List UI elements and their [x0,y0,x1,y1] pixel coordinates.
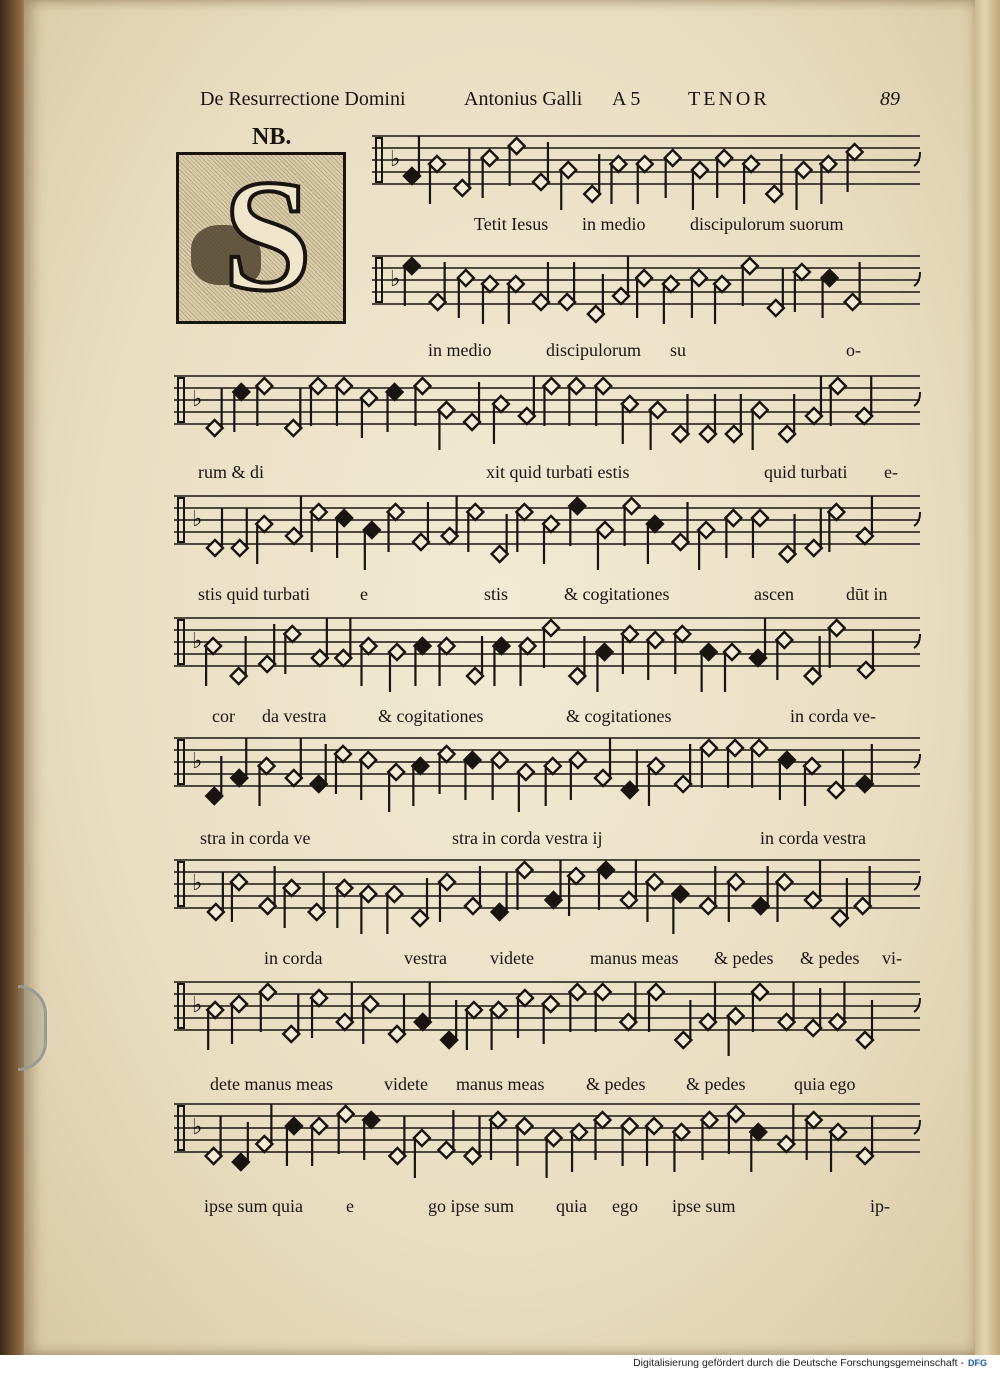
lyric-syllable: & pedes [586,1074,646,1094]
note [439,874,455,922]
note [545,758,561,806]
lyric-syllable: dūt in [846,584,888,604]
note [360,638,376,686]
lyric-syllable: videte [384,1074,428,1094]
note [311,990,327,1038]
note [363,1112,379,1160]
note [414,1130,430,1178]
note [231,636,247,684]
note [750,1124,766,1172]
note [830,1124,846,1172]
note [776,632,792,680]
note [361,390,377,438]
note [543,996,559,1044]
note [543,516,559,564]
note [675,744,691,792]
note [594,1112,610,1160]
lyric-syllable: in corda vestra [760,828,866,848]
note [233,1122,249,1170]
note [857,1000,873,1048]
note [728,1008,744,1056]
lyric-syllable: vestra [404,948,447,968]
lyric-syllable: o- [846,340,861,360]
flat-sign-icon: ♭ [390,147,401,172]
note [650,402,666,450]
note [779,752,795,800]
staff-3 [174,376,920,450]
note [559,262,575,310]
note [260,984,276,1032]
staff-6 [174,738,920,812]
lyric-syllable: ascen [754,584,794,604]
header-composer: Antonius Galli [464,88,583,110]
note [259,624,275,672]
note [692,162,708,210]
note [231,874,247,922]
lyric-syllable: stis [484,584,509,604]
note [830,378,846,426]
lyric-syllable: dete manus meas [210,1074,333,1094]
note [822,270,838,318]
page-number: 89 [880,88,900,110]
lyric-syllable: & pedes [800,948,860,968]
note [205,638,221,686]
lyric-syllable: discipulorum suorum [690,214,844,234]
note [465,866,481,914]
note [806,1112,822,1160]
note [595,378,611,426]
lyric-syllable: in medio [582,214,646,234]
note [726,394,742,442]
lyric-syllable: Tetit Iesus [474,214,549,234]
note [752,510,768,558]
note [647,632,663,680]
note [820,156,836,204]
note [610,156,626,204]
note [648,758,664,806]
note [516,1118,532,1166]
lyric-syllable: stis quid turbati [198,584,310,604]
note [691,270,707,318]
note [636,270,652,318]
lyric-syllable: in corda [264,948,323,968]
staff-5 [174,618,920,692]
note [482,276,498,324]
note [571,1124,587,1172]
note [412,758,428,806]
note [256,378,272,426]
note [492,514,508,562]
note [493,638,509,686]
note [517,990,533,1038]
lyric-syllable: go ipse sum [428,1196,515,1216]
note [701,1112,717,1160]
lyric-syllable: su [670,340,687,360]
note [260,866,276,914]
staff-9 [174,1104,920,1178]
custos-icon [914,152,920,166]
note [672,886,688,934]
note [207,1002,223,1050]
lyric-syllable: quid turbati [764,462,848,482]
digitization-footer [0,1355,1000,1373]
note [336,378,352,426]
note [779,394,795,442]
lyric-syllable: & pedes [714,948,774,968]
note [796,162,812,210]
lyric-syllable: quia ego [794,1074,856,1094]
note [360,886,376,934]
note [752,402,768,450]
note [728,874,744,922]
note [560,162,576,210]
note [805,636,821,684]
custos-icon [914,512,920,526]
note [588,274,604,322]
lyric-syllable: & cogitationes [564,584,670,604]
lyric-syllable: ego [612,1196,638,1216]
header-signature: A 5 [612,88,641,110]
lyric-syllable: vi- [882,948,902,968]
note [388,764,404,812]
note [673,502,689,550]
lyric-syllable: da vestra [262,706,327,726]
note [284,880,300,928]
note [517,862,533,910]
note [404,258,420,306]
lyric-syllable: manus meas [456,1074,545,1094]
note [855,866,871,914]
note [714,276,730,324]
note [458,270,474,318]
note [857,744,873,792]
note [624,498,640,546]
note [698,522,714,570]
note [804,758,820,806]
flat-sign-icon: ♭ [192,387,203,412]
note [724,644,740,692]
staff-1 [372,136,920,210]
flat-sign-icon: ♭ [192,749,203,774]
flat-sign-icon: ♭ [192,1115,203,1140]
note [518,764,534,812]
note [646,1118,662,1166]
note [753,866,769,914]
lyric-syllable: rum & di [198,462,264,482]
note [701,644,717,692]
note [492,752,508,800]
flat-sign-icon: ♭ [192,993,203,1018]
flat-sign-icon: ♭ [192,871,203,896]
lyric-syllable: in corda vestra ij [482,828,603,848]
note [464,382,480,430]
staff-4 [174,496,920,570]
lyric-syllable: & pedes [686,1074,746,1094]
note [438,402,454,450]
custos-icon [914,634,920,648]
note [672,394,688,442]
initial-letter: S [223,152,312,324]
note [622,1118,638,1166]
lyric-syllable: & cogitationes [378,706,484,726]
custos-icon [914,1120,920,1134]
note [386,886,402,934]
note [362,996,378,1044]
note [727,740,743,788]
note [364,522,380,570]
note [259,758,275,806]
note [716,150,732,198]
note [414,378,430,426]
note [751,740,767,788]
note [598,862,614,910]
note [595,984,611,1032]
flat-sign-icon: ♭ [390,267,401,292]
custos-icon [914,392,920,406]
note [412,878,428,926]
note [663,276,679,324]
note [700,394,716,442]
note [389,644,405,692]
note [439,638,455,686]
note [311,1118,327,1166]
note [622,396,638,444]
note [648,984,664,1032]
lyric-syllable: videte [490,948,534,968]
note [700,866,716,914]
note [829,620,845,668]
note [647,516,663,564]
lyric-syllable: e [346,1196,354,1216]
note [570,752,586,800]
header-title: De Resurrectione Domini [200,88,406,110]
note [569,498,585,546]
note [546,1130,562,1178]
note [584,154,600,202]
lyric-syllable: e [360,584,368,604]
note [805,988,821,1036]
note [742,258,758,306]
note [286,1118,302,1166]
note [338,1106,354,1154]
note [637,156,653,204]
note [491,1002,507,1050]
custos-icon [914,754,920,768]
note [206,756,222,804]
note [311,744,327,792]
lyric-syllable: in corda ve- [790,706,876,726]
note [429,156,445,204]
note [493,396,509,444]
note [569,636,585,684]
note [646,874,662,922]
lyric-syllable: & cogitationes [566,706,672,726]
lyric-syllable: quia [556,1196,587,1216]
note [725,510,741,558]
note [256,516,272,564]
note [413,502,429,550]
note [310,378,326,426]
note [336,510,352,558]
note [743,156,759,204]
lyric-syllable: manus meas [590,948,679,968]
note [490,1112,506,1160]
note [777,874,793,922]
note [543,620,559,668]
dfg-logo: DFG [968,1358,987,1368]
header-voice: TENOR [688,88,770,110]
lyric-syllable: stra [452,828,478,848]
note [466,1002,482,1050]
note [845,262,861,310]
custos-icon [914,876,920,890]
note [467,636,483,684]
note [568,378,584,426]
note [701,740,717,788]
note [569,984,585,1032]
lyric-syllable: in medio [428,340,492,360]
note [509,138,525,186]
footer-text: Digitalisierung gefördert durch die Deutsche Forschungsgemeinschaft - [633,1357,964,1369]
note [665,150,681,198]
lyric-syllable: discipulorum [546,340,641,360]
note [441,1000,457,1048]
lyric-syllable: xit quid turbati estis [486,462,630,482]
note [336,880,352,928]
flat-sign-icon: ♭ [192,629,203,654]
note [438,1110,454,1158]
note [728,1106,744,1154]
note [533,262,549,310]
note [414,638,430,686]
note [231,996,247,1044]
note [482,150,498,198]
staff-2 [372,256,920,324]
note [832,878,848,926]
note [520,638,536,686]
lyric-syllable: stra in corda ve [200,828,311,848]
nota-bene-mark: NB. [252,124,292,150]
note [464,752,480,800]
staff-8 [174,982,920,1056]
lyric-syllable: cor [212,706,235,726]
lyric-syllable: ipse sum quia [204,1196,303,1216]
flat-sign-icon: ♭ [192,507,203,532]
note [766,154,782,202]
note [780,514,796,562]
note [360,752,376,800]
note [597,522,613,570]
lyric-syllable: ip- [870,1196,890,1216]
note [752,984,768,1032]
note [596,644,612,692]
note [533,142,549,190]
note [543,378,559,426]
staff-7 [174,860,920,934]
lyric-syllable: e- [884,462,898,482]
note [675,1000,691,1048]
lyric-syllable: ipse sum [672,1196,736,1216]
custos-icon [914,272,920,286]
note [673,1124,689,1172]
note [508,276,524,324]
note [430,262,446,310]
custos-icon [914,998,920,1012]
